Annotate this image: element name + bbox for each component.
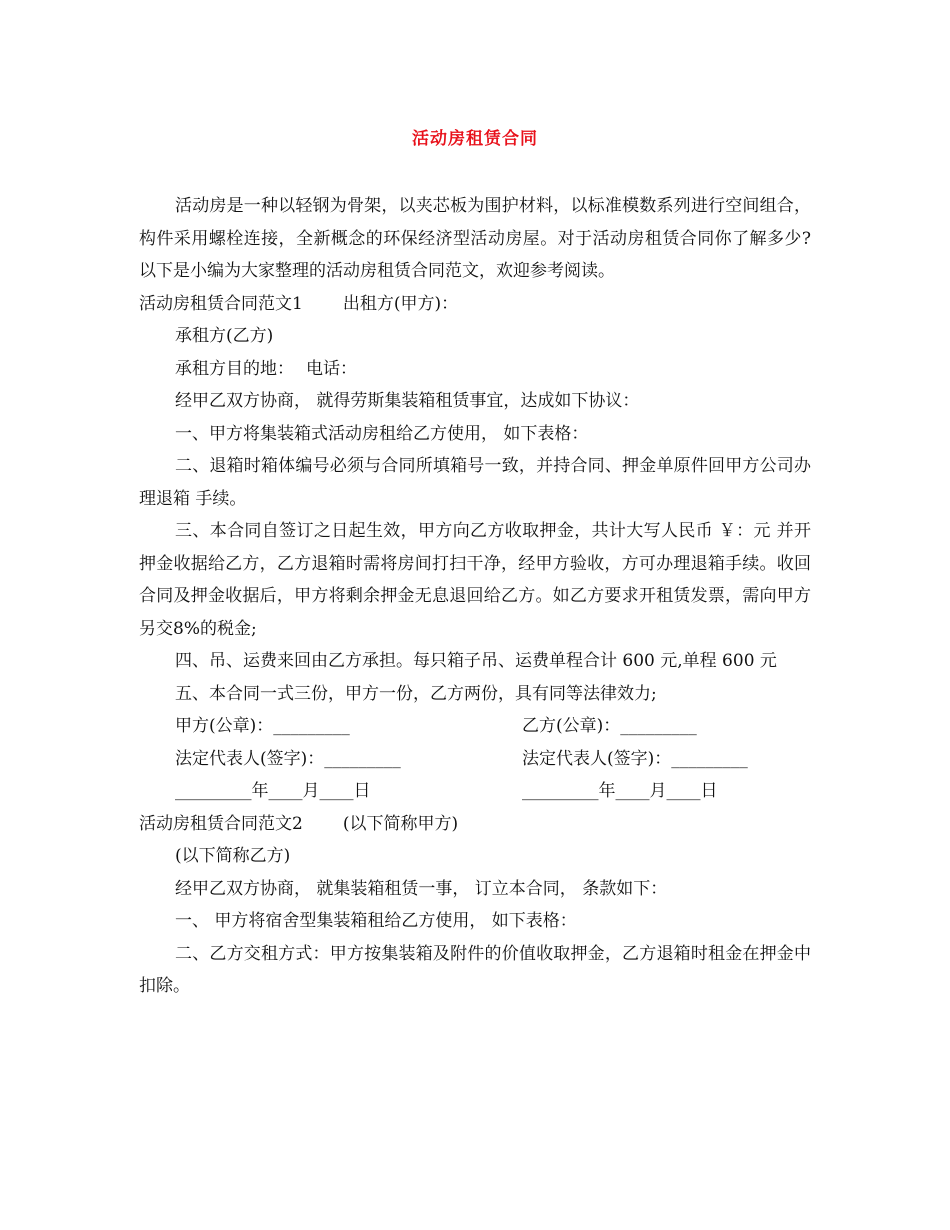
sample2-clause-2: 二、乙方交租方式：甲方按集装箱及附件的价值收取押金，乙方退箱时租金在押金中扣除。: [139, 943, 811, 996]
sample1-clause-2: 二、退箱时箱体编号必须与合同所填箱号一致，并持合同、押金单原件回甲方公司办理退箱 手续。: [139, 456, 811, 509]
document-title: 活动房租赁合同: [412, 129, 538, 149]
destination-label: 承租方目的地：: [175, 358, 294, 379]
sample1-clause-3: 三、本合同自签订之日起生效，甲方向乙方收取押金，共计大写人民币 ￥：元 并开押金收据给乙方，乙方退箱时需将房间打扫干净，经甲方验收，方可办理退箱手续。收回合同及押金收据后，甲方将剩余押金无息退回给乙方。如乙方要求开租赁发票，需向甲方另交8%的税金;: [139, 521, 811, 639]
sample2-heading: 活动房租赁合同范文2: [139, 813, 303, 834]
party-b-date: _________年____月____日: [522, 781, 718, 801]
sample1-preamble: 经甲乙双方协商， 就得劳斯集装箱租赁事宜，达成如下协议：: [175, 391, 640, 411]
party-b-representative: 法定代表人(签字)：_________: [522, 748, 748, 769]
party-a-date: _________年____月____日: [175, 781, 371, 801]
party-a-representative: 法定代表人(签字)：_________: [175, 748, 401, 769]
lessor-label: 出租方(甲方)：: [342, 293, 459, 314]
sample1-heading-line: [139, 288, 811, 321]
document-body: [139, 190, 811, 1003]
destination-line: [139, 353, 811, 386]
phone-label: 电话：: [306, 358, 357, 379]
sample2-heading-line: [139, 808, 811, 841]
party-b-seal: 乙方(公章)：_________: [522, 716, 697, 736]
sample1-clause-1: 一、甲方将集装箱式活动房租给乙方使用， 如下表格：: [175, 423, 589, 444]
date-row: [139, 775, 811, 808]
sample2-party-a: (以下简称甲方): [342, 813, 459, 834]
sample2-clause-1: 一、 甲方将宿舍型集装箱租给乙方使用， 如下表格：: [175, 911, 577, 931]
sample2-party-b: (以下简称乙方): [175, 846, 291, 866]
sample1-clause-5: 五、本合同一式三份，甲方一份，乙方两份，具有同等法律效力;: [175, 683, 657, 704]
sample1-clause-4: 四、吊、运费来回由乙方承担。每只箱子吊、运费单程合计 600 元,单程 600 元: [175, 651, 777, 671]
representative-row: [139, 743, 811, 776]
sample2-preamble: 经甲乙双方协商， 就集装箱租赁一事， 订立本合同， 条款如下：: [175, 878, 668, 899]
lessee-label: 承租方(乙方): [175, 326, 274, 346]
party-a-seal: 甲方(公章)：_________: [175, 716, 350, 736]
seal-row: [139, 710, 811, 743]
intro-paragraph: 活动房是一种以轻钢为骨架，以夹芯板为围护材料，以标准模数系列进行空间组合，构件采用螺栓连接，全新概念的环保经济型活动房屋。对于活动房租赁合同你了解多少?以下是小编为大家整理的活动房租赁合同范文，欢迎参考阅读。: [139, 196, 811, 281]
sample1-heading: 活动房租赁合同范文1: [139, 293, 303, 314]
